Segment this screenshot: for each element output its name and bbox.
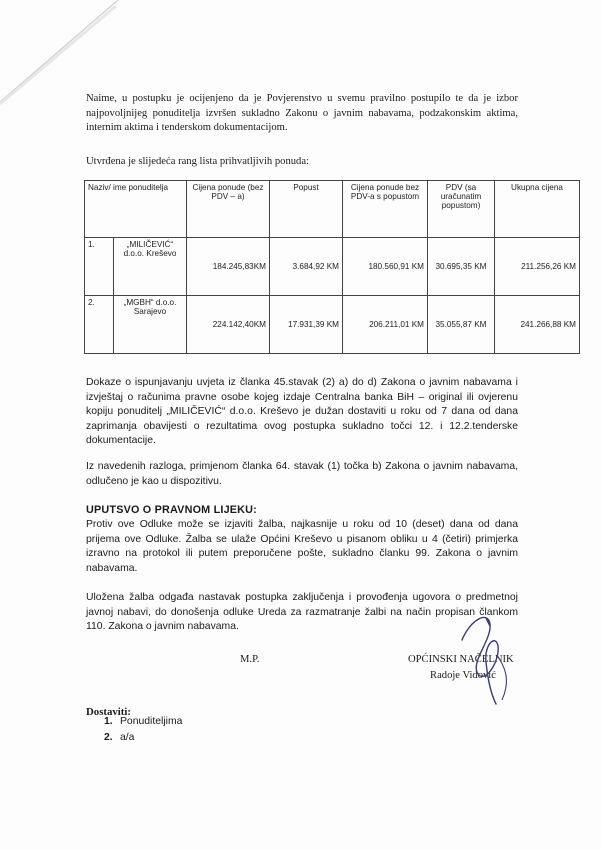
vat-cell: 30.695,35 KM xyxy=(428,238,495,296)
row-number: 2. xyxy=(85,296,114,354)
signatory-name: Radoje Vidović xyxy=(430,670,496,681)
total-cell: 211.256,26 KM xyxy=(495,238,580,296)
discount-cell: 17.931,39 KM xyxy=(270,296,343,354)
reasoning-paragraph: Iz navedenih razloga, primjenom članka 64. stavak (1) točka b) Zakona o javnim nabavama, odlučeno je kao u dispozitivu. xyxy=(86,461,518,487)
intro-paragraph: Naime, u postupku je ocijenjeno da je Povjerenstvo u svemu pravilno postupilo te da je izbor najpovoljnijeg ponuditelja izvršen sukladno Zakonu o javnim nabavama, podzakonskim aktima, internim aktima i tenderskom dokumentacijom. xyxy=(86,93,518,134)
col-header-price: Cijena ponude (bez PDV – a) xyxy=(187,181,270,238)
col-header-discounted-price: Cijena ponude bez PDV-a s popustom xyxy=(343,181,428,238)
ranking-table xyxy=(84,180,580,354)
bidder-name: „MGBH“ d.o.o. Sarajevo xyxy=(114,296,187,354)
remedy-heading: UPUTSVO O PRAVNOM LIJEKU: xyxy=(86,504,257,516)
total-cell: 241.266,88 KM xyxy=(495,296,580,354)
col-header-discount: Popust xyxy=(270,181,343,238)
vat-cell: 35.055,87 KM xyxy=(428,296,495,354)
col-header-name: Naziv/ ime ponuditelja xyxy=(85,181,187,238)
item-text: a/a xyxy=(120,732,135,743)
item-number: 1. xyxy=(104,716,113,727)
discounted-price-cell: 180.560,91 KM xyxy=(343,238,428,296)
col-header-total: Ukupna cijena xyxy=(495,181,580,238)
delivery-list xyxy=(104,714,182,746)
discount-cell: 3.684,92 KM xyxy=(270,238,343,296)
table-row xyxy=(85,238,580,296)
stamp-label: M.P. xyxy=(240,654,260,665)
price-cell: 224.142,40KM xyxy=(187,296,270,354)
ranking-intro: Utvrđena je slijedeća rang lista prihvatljivih ponuda: xyxy=(86,156,309,167)
signatory-title: OPĆINSKI NAČELNIK xyxy=(408,654,514,665)
item-number: 2. xyxy=(104,732,113,743)
table-row xyxy=(85,296,580,354)
col-header-vat: PDV (sa uračunatim popustom) xyxy=(428,181,495,238)
appeal-paragraph: Protiv ove Odluke može se izjaviti žalba, najkasnije u roku od 10 (deset) dana od dana prijema ove Odluke. Žalba se ulaže Općini Kreševo u pisanom obliku u 4 (četiri) primjerka izravno na protokol ili putem preporučene pošte, sukladno članku 99. Zakona o javnim nabavama. xyxy=(86,519,518,574)
bidder-name: „MILIČEVIĆ“ d.o.o. Kreševo xyxy=(114,238,187,296)
list-item xyxy=(104,714,182,730)
evidence-paragraph: Dokaze o ispunjavanju uvjeta iz članka 45.stavak (2) a) do d) Zakona o javnim nabavama i izvještaj o računima pravne osobe kojeg izdaje Centralna banka BiH – original ili ovjerenu kopiju ponuditelj „MILIČEVIĆ“ d.o.o. Kreševo je dužan dostaviti u roku od 7 dana od dana zaprimanja obavijesti o rezultatima ovog postupka sukladno točci 12. i 12.2.tenderske dokumentacije. xyxy=(86,377,518,447)
appeal-effect-paragraph: Uložena žalba odgađa nastavak postupka zaključenja i provođenja ugovora o predmetnoj javnoj nabavi, do donošenja odluke Ureda za razmatranje žalbi na način propisan člankom 110. Zakona o javnim nabavama. xyxy=(86,592,518,633)
discounted-price-cell: 206.211,01 KM xyxy=(343,296,428,354)
item-text: Ponuditeljima xyxy=(120,716,183,727)
table-header-row xyxy=(85,181,580,238)
list-item xyxy=(104,730,182,746)
delivery-title: Dostaviti: xyxy=(86,706,131,718)
handwritten-signature xyxy=(440,600,530,720)
row-number: 1. xyxy=(85,238,114,296)
price-cell: 184.245,83KM xyxy=(187,238,270,296)
